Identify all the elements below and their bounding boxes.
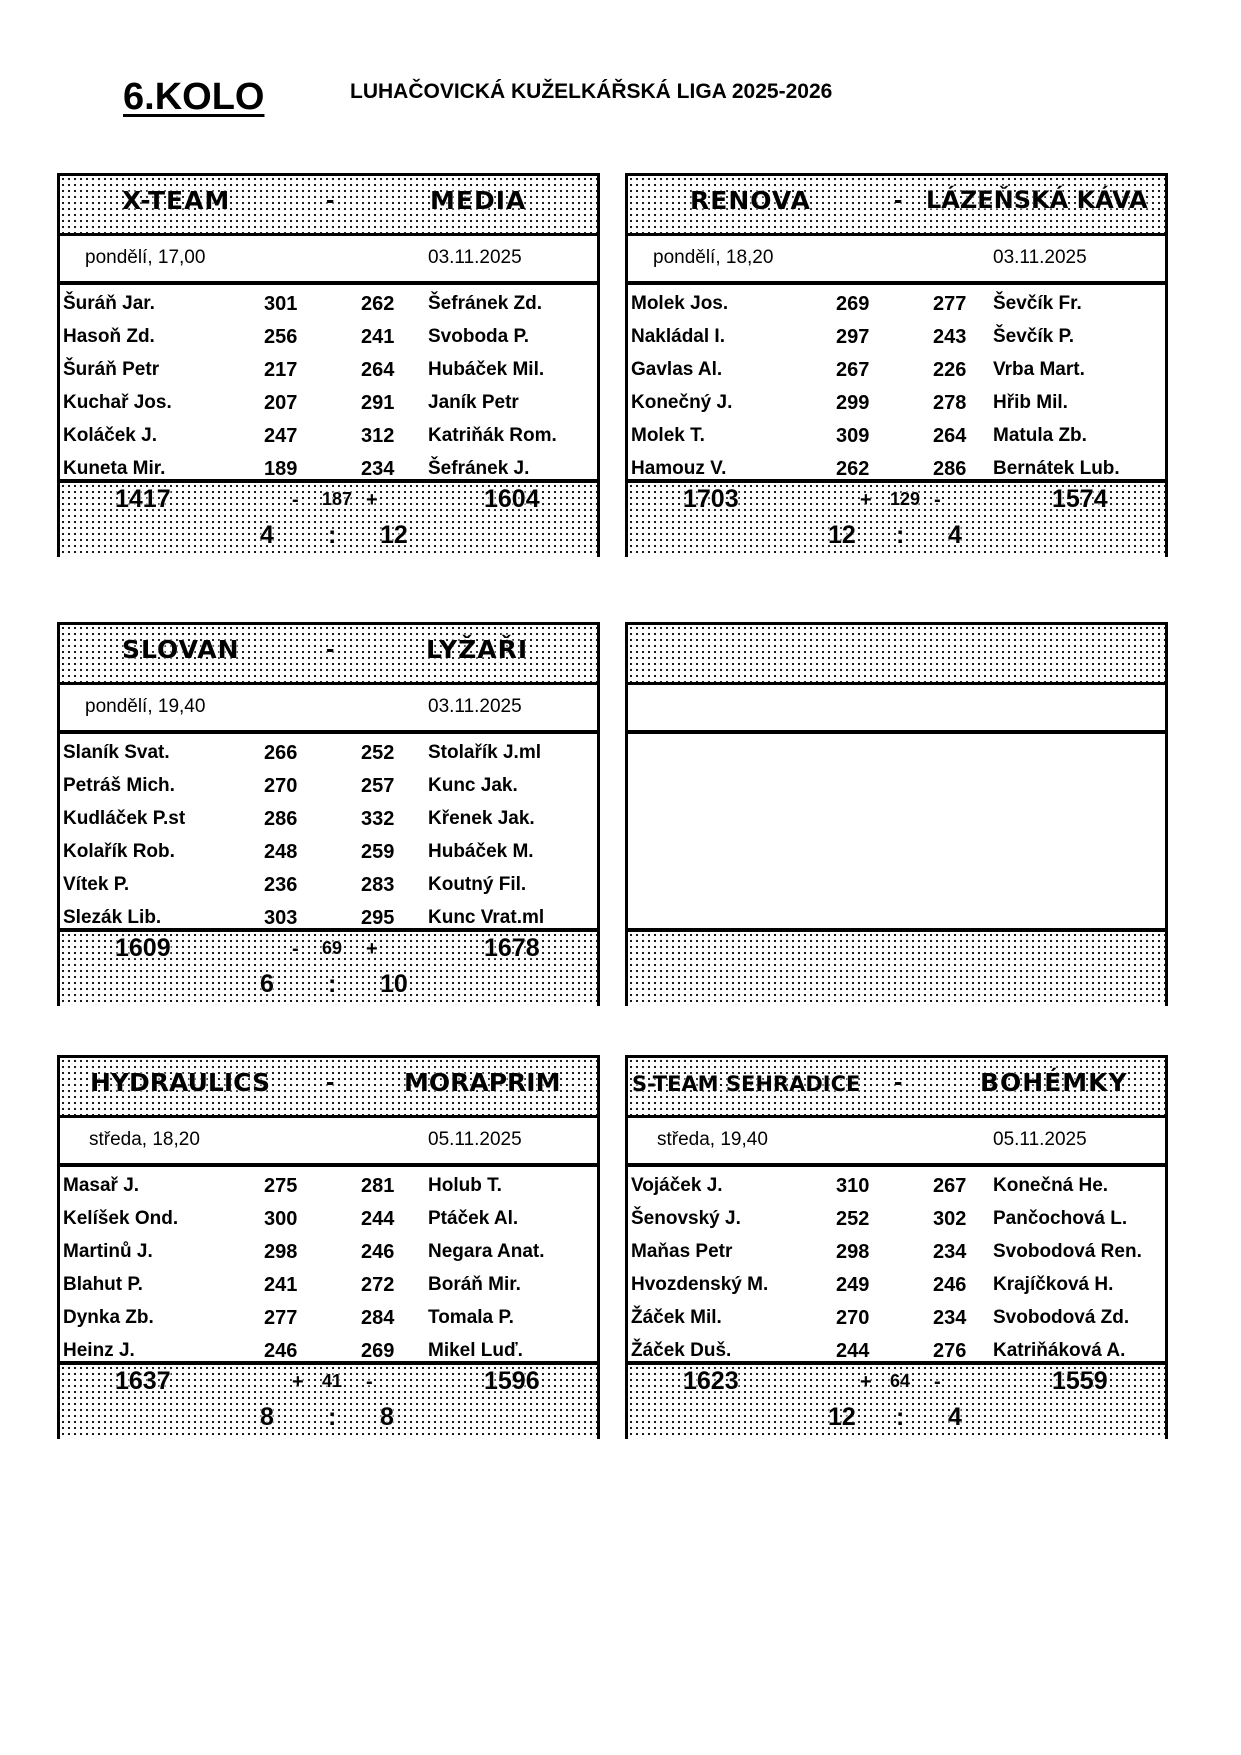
home-sign: +	[860, 1371, 872, 1393]
match-result	[628, 932, 1165, 1006]
away-player: Hubáček M.	[428, 841, 534, 862]
match-result	[628, 483, 1165, 557]
player-row	[628, 1202, 1165, 1235]
away-points: 4	[948, 521, 962, 549]
home-score: 217	[264, 359, 298, 381]
player-rows	[60, 736, 597, 934]
away-total: 1604	[484, 485, 540, 513]
home-total: 1623	[683, 1367, 739, 1395]
away-score: 276	[933, 1340, 967, 1362]
home-total: 1637	[115, 1367, 171, 1395]
home-player: Kuchař Jos.	[63, 392, 172, 413]
home-player: Heinz J.	[63, 1340, 135, 1361]
away-player: Mikel Luď.	[428, 1340, 523, 1361]
home-points: 12	[828, 1403, 856, 1431]
home-player: Nakládal I.	[631, 326, 725, 347]
away-points: 12	[380, 521, 408, 549]
away-player: Šefránek Zd.	[428, 293, 543, 314]
team-separator: -	[894, 186, 903, 214]
home-player: Kelíšek Ond.	[63, 1208, 179, 1229]
home-player: Vítek P.	[63, 874, 130, 895]
home-player: Koláček J.	[63, 425, 157, 446]
away-player: Krajíčková H.	[993, 1274, 1114, 1295]
away-player: Svobodová Zd.	[993, 1307, 1130, 1328]
home-sign: -	[292, 489, 299, 511]
home-score: 241	[264, 1274, 298, 1296]
match-day: pondělí, 18,20	[653, 247, 774, 268]
away-score: 281	[361, 1175, 395, 1197]
home-player: Šuráň Jar.	[63, 293, 155, 314]
home-team: SLOVAN	[122, 635, 240, 664]
match-card	[57, 1055, 600, 1439]
home-player: Slaník Svat.	[63, 742, 170, 763]
match-card	[625, 173, 1168, 557]
divider	[628, 281, 1165, 285]
home-score: 270	[836, 1307, 870, 1329]
away-score: 234	[933, 1307, 967, 1329]
player-row	[628, 1235, 1165, 1268]
away-score: 286	[933, 458, 967, 480]
home-points: 6	[260, 970, 274, 998]
match-header	[60, 1058, 597, 1118]
match-header	[628, 1058, 1165, 1118]
away-sign: -	[934, 1371, 941, 1393]
team-separator: -	[326, 186, 335, 214]
player-row	[628, 287, 1165, 320]
player-rows	[60, 287, 597, 485]
away-team: MORAPRIM	[404, 1068, 561, 1097]
home-sign: -	[292, 938, 299, 960]
home-score: 303	[264, 907, 298, 929]
home-score: 266	[264, 742, 298, 764]
home-player: Kolařík Rob.	[63, 841, 175, 862]
away-player: Šefránek J.	[428, 458, 530, 479]
score-difference: 64	[890, 1371, 911, 1391]
round-title: 6.KOLO	[123, 76, 265, 118]
away-score: 312	[361, 425, 395, 447]
points-separator: :	[896, 521, 905, 549]
home-player: Šenovský J.	[631, 1208, 741, 1229]
match-info	[628, 236, 1165, 281]
player-rows	[628, 287, 1165, 485]
home-total: 1417	[115, 485, 171, 513]
home-score: 270	[264, 775, 298, 797]
home-score: 262	[836, 458, 870, 480]
player-row	[628, 419, 1165, 452]
player-row	[60, 320, 597, 353]
away-score: 243	[933, 326, 967, 348]
away-player: Boráň Mir.	[428, 1274, 521, 1295]
away-sign: -	[934, 489, 941, 511]
home-score: 298	[836, 1241, 870, 1263]
home-score: 207	[264, 392, 298, 414]
away-score: 291	[361, 392, 395, 414]
match-day: pondělí, 17,00	[85, 247, 206, 268]
score-difference: 41	[322, 1371, 343, 1391]
home-points: 12	[828, 521, 856, 549]
divider	[628, 730, 1165, 734]
away-score: 262	[361, 293, 395, 315]
home-score: 277	[264, 1307, 298, 1329]
home-player: Slezák Lib.	[63, 907, 162, 928]
away-score: 272	[361, 1274, 395, 1296]
player-row	[628, 320, 1165, 353]
away-score: 302	[933, 1208, 967, 1230]
match-result	[628, 1365, 1165, 1439]
away-player: Ševčík Fr.	[993, 293, 1082, 314]
home-score: 300	[264, 1208, 298, 1230]
away-sign: -	[366, 1371, 373, 1393]
away-team: BOHÉMKY	[980, 1068, 1128, 1097]
home-score: 247	[264, 425, 298, 447]
away-total: 1574	[1052, 485, 1108, 513]
match-header	[628, 176, 1165, 236]
player-row	[60, 287, 597, 320]
match-info	[628, 1118, 1165, 1163]
home-points: 8	[260, 1403, 274, 1431]
home-player: Gavlas Al.	[631, 359, 723, 380]
away-points: 4	[948, 1403, 962, 1431]
away-player: Bernátek Lub.	[993, 458, 1120, 479]
away-player: Vrba Mart.	[993, 359, 1085, 380]
home-sign: +	[292, 1371, 304, 1393]
away-player: Křenek Jak.	[428, 808, 535, 829]
away-player: Konečná He.	[993, 1175, 1109, 1196]
away-score: 264	[933, 425, 967, 447]
match-day: středa, 18,20	[89, 1129, 200, 1150]
match-result	[60, 932, 597, 1006]
home-player: Martinů J.	[63, 1241, 153, 1262]
home-player: Maňas Petr	[631, 1241, 733, 1262]
home-score: 275	[264, 1175, 298, 1197]
match-header	[60, 625, 597, 685]
away-player: Katriňák Rom.	[428, 425, 557, 446]
match-result	[60, 483, 597, 557]
away-score: 267	[933, 1175, 967, 1197]
away-score: 226	[933, 359, 967, 381]
player-row	[60, 802, 597, 835]
player-row	[628, 1268, 1165, 1301]
away-score: 257	[361, 775, 395, 797]
away-score: 246	[361, 1241, 395, 1263]
away-score: 278	[933, 392, 967, 414]
points-separator: :	[328, 1403, 337, 1431]
away-player: Matula Zb.	[993, 425, 1087, 446]
away-team: LYŽAŘI	[426, 635, 529, 664]
empty-match-card	[625, 622, 1168, 1006]
away-player: Negara Anat.	[428, 1241, 545, 1262]
home-player: Dynka Zb.	[63, 1307, 154, 1328]
player-rows	[60, 1169, 597, 1367]
team-separator: -	[894, 1068, 903, 1096]
home-team: X-TEAM	[122, 186, 231, 215]
score-difference: 129	[890, 489, 921, 509]
home-player: Petráš Mich.	[63, 775, 175, 796]
home-player: Kuneta Mir.	[63, 458, 166, 479]
home-score: 310	[836, 1175, 870, 1197]
away-player: Hřib Mil.	[993, 392, 1068, 413]
home-score: 299	[836, 392, 870, 414]
match-day: pondělí, 19,40	[85, 696, 206, 717]
divider	[60, 1163, 597, 1167]
home-player: Žáček Duš.	[631, 1340, 732, 1361]
home-team: S-TEAM SEHRADICE	[632, 1072, 861, 1096]
away-player: Koutný Fil.	[428, 874, 527, 895]
home-score: 267	[836, 359, 870, 381]
player-row	[60, 769, 597, 802]
home-player: Hasoň Zd.	[63, 326, 155, 347]
home-player: Vojáček J.	[631, 1175, 723, 1196]
home-player: Hvozdenský M.	[631, 1274, 769, 1295]
away-score: 269	[361, 1340, 395, 1362]
player-row	[628, 353, 1165, 386]
match-date: 03.11.2025	[428, 696, 522, 717]
away-player: Kunc Jak.	[428, 775, 518, 796]
player-row	[60, 386, 597, 419]
match-result	[60, 1365, 597, 1439]
away-score: 252	[361, 742, 395, 764]
player-row	[60, 868, 597, 901]
away-player: Janík Petr	[428, 392, 519, 413]
home-score: 298	[264, 1241, 298, 1263]
home-sign: +	[860, 489, 872, 511]
home-score: 252	[836, 1208, 870, 1230]
home-player: Masař J.	[63, 1175, 140, 1196]
away-score: 259	[361, 841, 395, 863]
team-separator: -	[326, 635, 335, 663]
divider	[60, 730, 597, 734]
match-header	[60, 176, 597, 236]
points-separator: :	[328, 970, 337, 998]
home-player: Blahut P.	[63, 1274, 143, 1295]
away-score: 244	[361, 1208, 395, 1230]
match-date: 03.11.2025	[993, 247, 1087, 268]
away-total: 1559	[1052, 1367, 1108, 1395]
home-score: 248	[264, 841, 298, 863]
match-header	[628, 625, 1165, 685]
player-row	[60, 1202, 597, 1235]
away-player: Kunc Vrat.ml	[428, 907, 545, 928]
away-player: Holub T.	[428, 1175, 502, 1196]
home-score: 244	[836, 1340, 870, 1362]
away-player: Pančochová L.	[993, 1208, 1128, 1229]
away-score: 295	[361, 907, 395, 929]
away-score: 246	[933, 1274, 967, 1296]
league-title: LUHAČOVICKÁ KUŽELKÁŘSKÁ LIGA 2025-2026	[350, 80, 833, 103]
home-player: Žáček Mil.	[631, 1307, 722, 1328]
match-date: 05.11.2025	[993, 1129, 1087, 1150]
player-row	[60, 1268, 597, 1301]
away-player: Hubáček Mil.	[428, 359, 545, 380]
away-score: 283	[361, 874, 395, 896]
home-team: HYDRAULICS	[90, 1068, 270, 1097]
away-player: Ševčík P.	[993, 326, 1075, 347]
match-card	[57, 622, 600, 1006]
points-separator: :	[328, 521, 337, 549]
match-info	[60, 236, 597, 281]
player-row	[60, 1301, 597, 1334]
player-row	[60, 736, 597, 769]
away-player: Svoboda P.	[428, 326, 530, 347]
points-separator: :	[896, 1403, 905, 1431]
match-date: 03.11.2025	[428, 247, 522, 268]
player-row	[628, 1169, 1165, 1202]
home-score: 297	[836, 326, 870, 348]
home-player: Molek T.	[631, 425, 705, 446]
home-score: 256	[264, 326, 298, 348]
player-row	[60, 1235, 597, 1268]
away-score: 264	[361, 359, 395, 381]
away-score: 284	[361, 1307, 395, 1329]
away-player: Katriňáková A.	[993, 1340, 1126, 1361]
player-row	[60, 419, 597, 452]
player-row	[628, 1301, 1165, 1334]
away-player: Stolařík J.ml	[428, 742, 541, 763]
home-score: 249	[836, 1274, 870, 1296]
home-points: 4	[260, 521, 274, 549]
home-score: 286	[264, 808, 298, 830]
team-separator: -	[326, 1068, 335, 1096]
match-info	[60, 685, 597, 730]
away-player: Tomala P.	[428, 1307, 514, 1328]
home-score: 246	[264, 1340, 298, 1362]
away-player: Svobodová Ren.	[993, 1241, 1142, 1262]
score-difference: 187	[322, 489, 353, 509]
match-card	[625, 1055, 1168, 1439]
player-rows	[628, 1169, 1165, 1367]
match-info	[60, 1118, 597, 1163]
divider	[628, 1163, 1165, 1167]
score-difference: 69	[322, 938, 343, 958]
away-points: 10	[380, 970, 408, 998]
away-total: 1596	[484, 1367, 540, 1395]
away-player: Ptáček Al.	[428, 1208, 519, 1229]
match-day: středa, 19,40	[657, 1129, 768, 1150]
home-total: 1609	[115, 934, 171, 962]
away-total: 1678	[484, 934, 540, 962]
divider	[60, 281, 597, 285]
home-player: Kudláček P.st	[63, 808, 186, 829]
match-card	[57, 173, 600, 557]
away-score: 234	[933, 1241, 967, 1263]
home-player: Konečný J.	[631, 392, 733, 413]
player-row	[60, 353, 597, 386]
away-sign: +	[366, 938, 378, 960]
away-sign: +	[366, 489, 378, 511]
home-score: 236	[264, 874, 298, 896]
player-row	[60, 835, 597, 868]
match-date: 05.11.2025	[428, 1129, 522, 1150]
away-score: 241	[361, 326, 395, 348]
home-score: 189	[264, 458, 298, 480]
home-score: 301	[264, 293, 298, 315]
away-score: 332	[361, 808, 395, 830]
home-player: Šuráň Petr	[63, 359, 160, 380]
home-total: 1703	[683, 485, 739, 513]
away-score: 234	[361, 458, 395, 480]
home-score: 269	[836, 293, 870, 315]
match-info	[628, 685, 1165, 730]
player-row	[628, 386, 1165, 419]
away-team: LÁZEŇSKÁ KÁVA	[926, 186, 1148, 214]
home-player: Molek Jos.	[631, 293, 729, 314]
away-points: 8	[380, 1403, 394, 1431]
home-score: 309	[836, 425, 870, 447]
away-team: MEDIA	[430, 186, 527, 215]
home-player: Hamouz V.	[631, 458, 727, 479]
home-team: RENOVA	[690, 186, 811, 215]
player-row	[60, 1169, 597, 1202]
away-score: 277	[933, 293, 967, 315]
